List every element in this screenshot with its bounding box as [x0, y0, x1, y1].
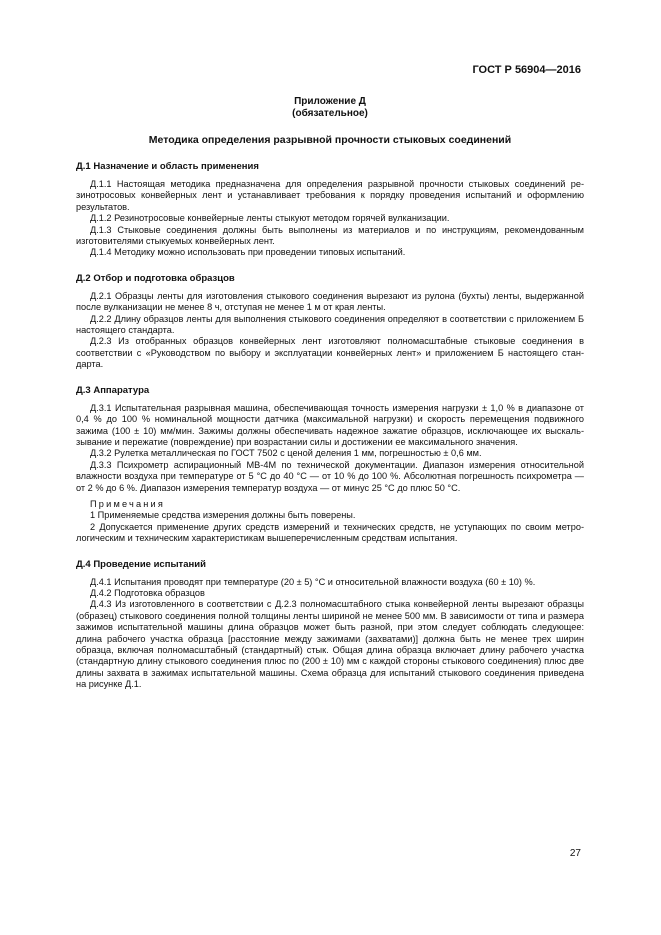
paragraph: Д.2.3 Из отобранных образцов конвейерных лент изготовляют полномасштабные стыковые соединения в соответствии с «Руководством по выбору и эксплуатации конвейерных лент» и приложением Б настоящего стандарта. [76, 336, 584, 370]
paragraph: Д.2.2 Длину образцов ленты для выполнения стыкового соединения определяют в соответствии с приложением Б настоящего стандарта. [76, 313, 584, 336]
paragraph: Д.3.2 Рулетка металлическая по ГОСТ 7502 с ценой деления 1 мм, погрешностью ± 0,6 мм. [90, 448, 482, 459]
annex-heading: Методика определения разрывной прочности стыковых соединений [148, 134, 512, 146]
paragraph: Д.4.2 Подготовка образцов [90, 587, 205, 598]
page-number: 27 [569, 848, 581, 859]
document-body [76, 96, 584, 691]
paragraph: Д.1.1 Настоящая методика предназначена для определения разрывной прочности стыковых соединений резинотросовых конвейерных лент и устанавливает требования к порядку проведения испытаний и оформлению результатов. [76, 179, 584, 212]
paragraph: Д.4.3 Из изготовленного в соответствии с Д.2.3 полномасштабного стыка конвейерной ленты вырезают образцы (образец) стыкового соединения полной толщины ленты шириной не менее 500 мм. В зависимости от типа и размера зажимов испытательной машины длина образцов может быть разной, при этом следует соблюдать следующее: длина рабочего участка образца [расстояние между зажимами (захватами)] должна быть не менее трех ширин образца, включая полномасштабный (стандартный) стык. Общая длина образца включает длину рабочего участка (стандартную длину стыкового соединения плюс по (200 ± 10) мм с каждой стороны стыкового соединения) плюс две длины захвата в зажимах испытательной машины. Схема образца для испытаний стыкового соединения приведена на рисунке Д.1. [76, 599, 584, 690]
paragraph: Д.1.2 Резинотросовые конвейерные ленты стыкуют методом горячей вулканизации. [90, 213, 450, 224]
annex-subtitle: (обязательное) [292, 108, 368, 119]
section-title: Д.4 Проведение испытаний [76, 558, 206, 570]
note: 2 Допускается применение других средств измерений и технических средств, не уступающих по своим метрологическим и техническим характеристикам вышеперечисленным средствам испытания. [76, 521, 584, 544]
standard-header: ГОСТ Р 56904—2016 [472, 64, 581, 76]
note: 1 Применяемые средства измерения должны быть поверены. [90, 510, 356, 521]
paragraph: Д.4.1 Испытания проводят при температуре (20 ± 5) °С и относительной влажности воздуха (60 ± 10) %. [90, 576, 536, 587]
section-title: Д.2 Отбор и подготовка образцов [76, 272, 235, 284]
notes-heading: Примечания [90, 498, 166, 509]
annex-title: Приложение Д [294, 96, 366, 107]
section-title: Д.3 Аппаратура [76, 384, 150, 396]
paragraph: Д.3.3 Психрометр аспирационный МВ-4М по технической документации. Диапазон измерения относительной влажности воздуха при температуре от 5 °С до 40 °С — от 10 % до 100 %. Абсолютная погрешность психрометра — от 2 % до 6 %. Диапазон измерения температур воздуха — от минус 25 °С до плюс 50 °С. [76, 459, 584, 493]
paragraph: Д.1.3 Стыковые соединения должны быть выполнены из материалов и по инструкциям, рекомендованным изготовителями стыкуемых конвейерных лент. [76, 224, 584, 247]
paragraph: Д.2.1 Образцы ленты для изготовления стыкового соединения вырезают из рулона (бухты) ленты, выдержанной после вулканизации не менее 8 ч, отступая не менее 1 м от края ленты. [76, 290, 584, 313]
section-title: Д.1 Назначение и область применения [76, 161, 259, 172]
paragraph: Д.1.4 Методику можно использовать при проведении типовых испытаний. [90, 247, 406, 258]
paragraph: Д.3.1 Испытательная разрывная машина, обеспечивающая точность измерения нагрузки ± 1,0 % в диапазоне от 0,4 % до 100 % номинальной мощности датчика (максимальной нагрузки) и скорость перемещения подвижного зажима (100 ± 10) мм/мин. Зажимы должны обеспечивать надежное зажатие образцов, исключающее их выскальзывание и пережатие (повреждение) при возрастании силы и достижении ее максимального значения. [76, 402, 584, 447]
